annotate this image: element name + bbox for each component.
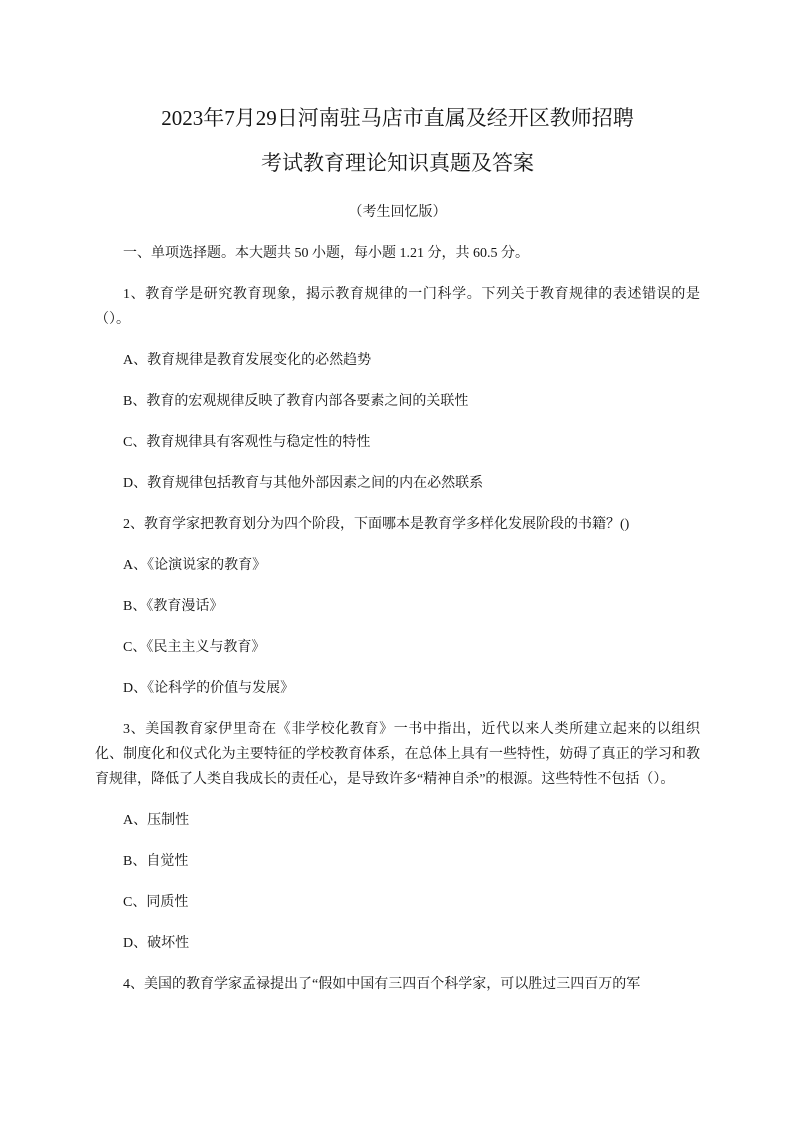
question-2-option-b: B、《教育漫话》 xyxy=(123,599,224,614)
question-3-option-d: D、破坏性 xyxy=(123,936,190,951)
title-line-2: 考试教育理论知识真题及答案 xyxy=(261,151,534,175)
question-2-option-c: C、《民主主义与教育》 xyxy=(123,640,266,655)
question-1 xyxy=(95,282,700,496)
question-3-option-a: A、压制性 xyxy=(123,813,190,828)
section-header: 一、单项选择题。本大题共 50 小题，每小题 1.21 分，共 60.5 分。 xyxy=(123,246,529,261)
question-1-option-c: C、教育规律具有客观性与稳定性的特性 xyxy=(123,435,371,450)
question-2-option-d: D、《论科学的价值与发展》 xyxy=(123,681,295,696)
question-3-option-c: C、同质性 xyxy=(123,895,189,910)
question-2 xyxy=(95,512,700,701)
question-2-option-a: A、《论演说家的教育》 xyxy=(123,558,267,573)
question-1-stem: 1、教育学是研究教育现象，揭示教育规律的一门科学。下列关于教育规律的表述错误的是（）。 xyxy=(95,287,700,327)
question-1-option-d: D、教育规律包括教育与其他外部因素之间的内在必然联系 xyxy=(123,476,484,491)
document-title xyxy=(95,96,700,186)
title-line-1: 2023年7月29日河南驻马店市直属及经开区教师招聘 xyxy=(161,106,634,130)
question-3-stem: 3、美国教育家伊里奇在《非学校化教育》一书中指出，近代以来人类所建立起来的以组织化、制度化和仪式化为主要特征的学校教育体系，在总体上具有一些特性，妨碍了真正的学习和教育规律，降低了人类自我成长的责任心，是导致许多“精神自杀”的根源。这些特性不包括（）。 xyxy=(95,722,700,787)
question-3 xyxy=(95,717,700,956)
question-2-stem: 2、教育学家把教育划分为四个阶段，下面哪本是教育学多样化发展阶段的书籍？() xyxy=(123,517,630,532)
question-1-option-b: B、教育的宏观规律反映了教育内部各要素之间的关联性 xyxy=(123,394,469,409)
question-1-option-a: A、教育规律是教育发展变化的必然趋势 xyxy=(123,353,372,368)
question-4-stem: 4、美国的教育学家孟禄提出了“假如中国有三四百个科学家，可以胜过三四百万的军 xyxy=(123,977,641,992)
question-4 xyxy=(95,972,700,997)
question-3-option-b: B、自觉性 xyxy=(123,854,189,869)
document-subtitle: （考生回忆版） xyxy=(348,205,447,220)
